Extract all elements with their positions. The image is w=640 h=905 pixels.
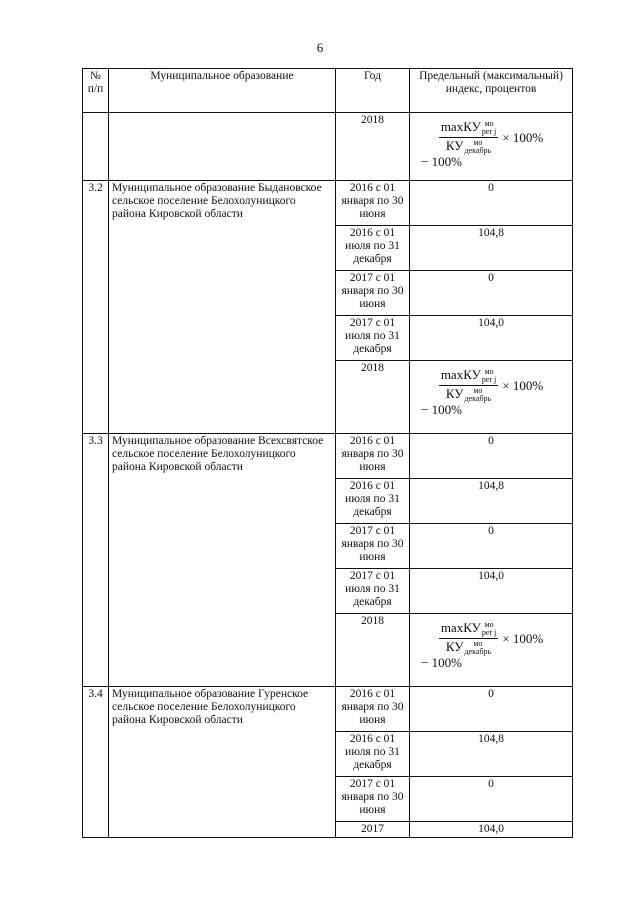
year-cell: 2016 с 01 января по 30 июня [336,434,410,479]
year-cell: 2018 [336,113,410,181]
year-cell: 2018 [336,361,410,434]
formula-cell [410,614,573,687]
year-cell: 2018 [336,614,410,687]
formula-minus: − 100% [421,154,462,170]
row-number: 3.3 [83,434,109,687]
table-row [83,434,573,479]
index-formula [413,621,569,656]
table-row [83,181,573,226]
formula-numerator: maxКУ мо per j [440,620,497,638]
formula-denominator: КУ мо декабрь [445,138,492,156]
municipality-name: Муниципальное образование Быдановское сельское поселение Белохолуницкого района Кировской области [109,181,336,434]
row-number: 3.2 [83,181,109,434]
index-value: 104,0 [410,822,573,838]
header-year: Год [336,69,410,113]
formula-numerator: maxКУ мо per j [440,367,497,385]
municipality-name: Муниципальное образование Гуренское сельское поселение Белохолуницкого района Кировской области [109,687,336,838]
year-cell: 2016 с 01 июля по 31 декабря [336,732,410,777]
index-value: 0 [410,524,573,569]
formula-numerator: maxКУ мо per j [440,119,497,137]
formula-minus: − 100% [421,655,462,671]
formula-minus: − 100% [421,402,462,418]
header-municipality: Муниципальное образование [109,69,336,113]
year-cell: 2016 с 01 января по 30 июня [336,687,410,732]
year-cell: 2017 [336,822,410,838]
index-value: 104,0 [410,316,573,361]
year-cell: 2017 с 01 января по 30 июня [336,777,410,822]
index-value: 104,8 [410,479,573,524]
formula-multiplier: × 100% [502,378,544,394]
year-cell: 2016 с 01 июля по 31 декабря [336,226,410,271]
page-number: 6 [316,40,324,55]
table-row [83,113,573,181]
index-formula [413,368,569,403]
index-value: 0 [410,777,573,822]
formula-multiplier: × 100% [502,631,544,647]
formula-cell [410,361,573,434]
header-num: № п/п [83,69,109,113]
formula-denominator: КУ мо декабрь [445,386,492,404]
formula-cell [410,113,573,181]
index-value: 104,8 [410,732,573,777]
year-cell: 2017 с 01 января по 30 июня [336,271,410,316]
limit-index-table [82,68,573,838]
index-value: 0 [410,434,573,479]
row-number: 3.4 [83,687,109,838]
table-header-row [83,69,573,113]
year-cell: 2016 с 01 июля по 31 декабря [336,479,410,524]
header-index: Предельный (максимальный) индекс, процентов [410,69,573,113]
year-cell: 2017 с 01 января по 30 июня [336,524,410,569]
year-cell: 2017 с 01 июля по 31 декабря [336,569,410,614]
formula-multiplier: × 100% [502,130,544,146]
year-cell: 2017 с 01 июля по 31 декабря [336,316,410,361]
table-row [83,687,573,732]
municipality-name: Муниципальное образование Всехсвятское сельское поселение Белохолуницкого района Кировской области [109,434,336,687]
index-formula [413,120,569,155]
index-value: 0 [410,181,573,226]
index-value: 0 [410,271,573,316]
index-value: 104,0 [410,569,573,614]
index-value: 0 [410,687,573,732]
year-cell: 2016 с 01 января по 30 июня [336,181,410,226]
index-value: 104,8 [410,226,573,271]
formula-denominator: КУ мо декабрь [445,639,492,657]
